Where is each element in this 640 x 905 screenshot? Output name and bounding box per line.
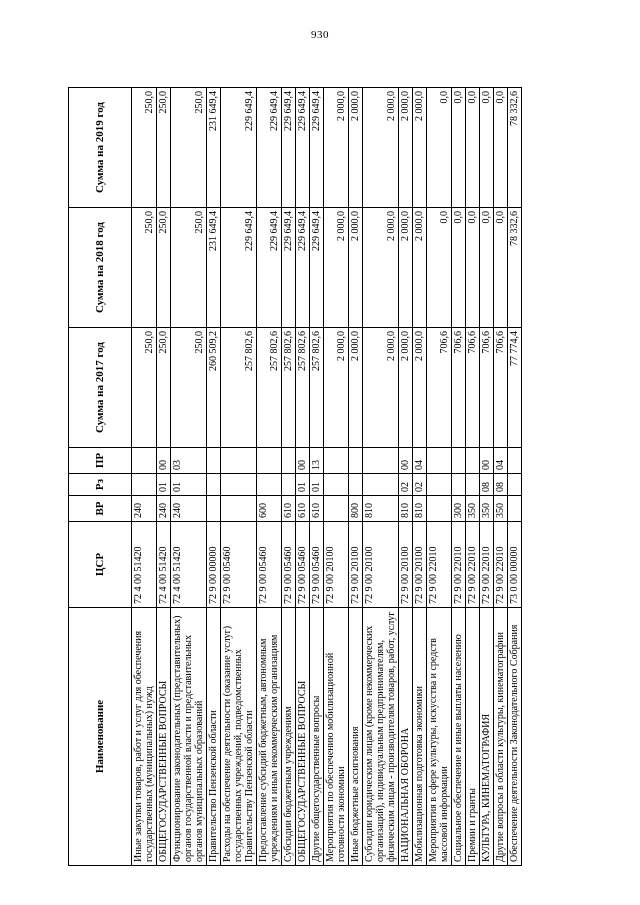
cell-pr	[452, 448, 466, 474]
cell-sum-2017: 706,6	[480, 328, 494, 448]
cell-sum-2017: 706,6	[452, 328, 466, 448]
cell-name: Другие вопросы в области культуры, кинематографии	[494, 608, 508, 866]
header-2018: Сумма на 2018 год	[69, 208, 132, 328]
table-row	[427, 88, 452, 866]
cell-vr: 240	[132, 496, 157, 522]
cell-sum-2017: 2 000,0	[324, 328, 349, 448]
cell-csr: 73 0 00 00000	[508, 522, 522, 608]
cell-rz	[221, 474, 257, 496]
table-body	[132, 88, 522, 866]
cell-rz	[363, 474, 399, 496]
header-pr: ПР	[69, 448, 132, 474]
cell-sum-2017: 2 000,0	[399, 328, 413, 448]
header-2019: Сумма на 2019 год	[69, 88, 132, 208]
header-rz: Рз	[69, 474, 132, 496]
cell-pr: 00	[296, 448, 310, 474]
cell-pr	[427, 448, 452, 474]
cell-vr	[324, 496, 349, 522]
cell-csr: 72 4 00 51420	[171, 522, 207, 608]
cell-name: Расходы на обеспечение деятельности (оказание услуг) государственных учреждений, подведомственных Правительству Пензенской области	[221, 608, 257, 866]
cell-name: Правительство Пензенской области	[207, 608, 221, 866]
header-vr: ВР	[69, 496, 132, 522]
cell-sum-2019: 2 000,0	[363, 88, 399, 208]
cell-sum-2019: 250,0	[157, 88, 171, 208]
cell-sum-2017: 250,0	[157, 328, 171, 448]
cell-vr: 800	[349, 496, 363, 522]
cell-sum-2018: 229 649,4	[257, 208, 282, 328]
cell-rz	[349, 474, 363, 496]
cell-sum-2018: 231 649,4	[207, 208, 221, 328]
cell-sum-2019: 78 332,6	[508, 88, 522, 208]
cell-vr: 350	[494, 496, 508, 522]
cell-csr: 72 4 00 51420	[132, 522, 157, 608]
table-row	[466, 88, 480, 866]
header-2017: Сумма на 2017 год	[69, 328, 132, 448]
cell-csr: 72 9 00 22010	[466, 522, 480, 608]
cell-rz: 02	[413, 474, 427, 496]
cell-name: Иные бюджетные ассигнования	[349, 608, 363, 866]
table-row	[452, 88, 466, 866]
cell-name: Другие общегосударственные вопросы	[310, 608, 324, 866]
cell-sum-2017: 77 774,4	[508, 328, 522, 448]
cell-pr: 00	[480, 448, 494, 474]
cell-vr	[508, 496, 522, 522]
cell-pr: 00	[157, 448, 171, 474]
cell-vr: 600	[257, 496, 282, 522]
cell-csr: 72 9 00 20100	[324, 522, 349, 608]
cell-sum-2017: 257 802,6	[221, 328, 257, 448]
cell-rz: 02	[399, 474, 413, 496]
cell-name: Социальное обеспечение и иные выплаты населению	[452, 608, 466, 866]
cell-sum-2018: 2 000,0	[363, 208, 399, 328]
cell-name: Функционирование законодательных (представительных) органов государственной власти и представительных органов муниципальных образований	[171, 608, 207, 866]
cell-csr: 72 9 00 00000	[207, 522, 221, 608]
cell-name: Мобилизационная подготовка экономики	[413, 608, 427, 866]
cell-sum-2018: 2 000,0	[413, 208, 427, 328]
cell-csr: 72 9 00 20100	[413, 522, 427, 608]
table-row	[324, 88, 349, 866]
cell-vr: 350	[466, 496, 480, 522]
cell-pr: 00	[399, 448, 413, 474]
cell-sum-2019: 229 649,4	[296, 88, 310, 208]
cell-vr: 610	[296, 496, 310, 522]
cell-pr: 04	[494, 448, 508, 474]
cell-vr: 810	[363, 496, 399, 522]
cell-sum-2019: 2 000,0	[349, 88, 363, 208]
cell-csr: 72 9 00 22010	[480, 522, 494, 608]
cell-rz	[508, 474, 522, 496]
cell-sum-2017: 257 802,6	[296, 328, 310, 448]
cell-csr: 72 9 00 05460	[221, 522, 257, 608]
cell-name: КУЛЬТУРА, КИНЕМАТОГРАФИЯ	[480, 608, 494, 866]
cell-sum-2019: 0,0	[427, 88, 452, 208]
header-name: Наименование	[69, 608, 132, 866]
cell-sum-2019: 231 649,4	[207, 88, 221, 208]
table-row	[282, 88, 296, 866]
cell-rz: 01	[157, 474, 171, 496]
cell-vr: 610	[310, 496, 324, 522]
cell-sum-2017: 706,6	[427, 328, 452, 448]
cell-sum-2019: 229 649,4	[257, 88, 282, 208]
cell-sum-2017: 250,0	[171, 328, 207, 448]
cell-sum-2018: 229 649,4	[221, 208, 257, 328]
table-row	[257, 88, 282, 866]
cell-sum-2018: 0,0	[466, 208, 480, 328]
table-row	[132, 88, 157, 866]
table-row	[494, 88, 508, 866]
cell-pr	[324, 448, 349, 474]
cell-vr	[427, 496, 452, 522]
cell-sum-2019: 2 000,0	[413, 88, 427, 208]
table-row	[171, 88, 207, 866]
cell-pr	[466, 448, 480, 474]
cell-csr: 72 9 00 05460	[296, 522, 310, 608]
table-row	[349, 88, 363, 866]
cell-sum-2018: 229 649,4	[296, 208, 310, 328]
cell-sum-2018: 2 000,0	[349, 208, 363, 328]
cell-sum-2017: 2 000,0	[413, 328, 427, 448]
cell-name: Субсидии бюджетным учреждениям	[282, 608, 296, 866]
cell-sum-2017: 2 000,0	[349, 328, 363, 448]
cell-sum-2019: 229 649,4	[282, 88, 296, 208]
table-row	[508, 88, 522, 866]
cell-csr: 72 9 00 05460	[282, 522, 296, 608]
cell-sum-2019: 2 000,0	[324, 88, 349, 208]
cell-name: Обеспечение деятельности Законодательного Собрания	[508, 608, 522, 866]
cell-sum-2018: 229 649,4	[310, 208, 324, 328]
cell-sum-2018: 2 000,0	[399, 208, 413, 328]
table-row	[480, 88, 494, 866]
table-header-row	[69, 88, 132, 866]
cell-csr: 72 9 00 22010	[427, 522, 452, 608]
cell-csr: 72 9 00 20100	[363, 522, 399, 608]
cell-sum-2018: 0,0	[452, 208, 466, 328]
cell-pr	[508, 448, 522, 474]
cell-sum-2017: 257 802,6	[282, 328, 296, 448]
cell-vr	[221, 496, 257, 522]
cell-rz	[132, 474, 157, 496]
cell-pr	[282, 448, 296, 474]
cell-vr: 810	[399, 496, 413, 522]
cell-csr: 72 9 00 22010	[452, 522, 466, 608]
cell-rz: 01	[310, 474, 324, 496]
cell-pr: 03	[171, 448, 207, 474]
cell-name: Мероприятия по обеспечению мобилизационной готовности экономики	[324, 608, 349, 866]
cell-sum-2019: 0,0	[494, 88, 508, 208]
cell-name: ОБЩЕГОСУДАРСТВЕННЫЕ ВОПРОСЫ	[296, 608, 310, 866]
cell-pr	[221, 448, 257, 474]
cell-sum-2017: 260 509,2	[207, 328, 221, 448]
cell-pr	[132, 448, 157, 474]
cell-rz	[427, 474, 452, 496]
cell-rz	[466, 474, 480, 496]
cell-sum-2017: 706,6	[466, 328, 480, 448]
cell-name: Премии и гранты	[466, 608, 480, 866]
cell-name: Предоставление субсидий бюджетным, автономным учреждениям и иным некоммерческим организациям	[257, 608, 282, 866]
cell-rz: 01	[171, 474, 207, 496]
cell-rz	[452, 474, 466, 496]
cell-vr: 240	[157, 496, 171, 522]
cell-vr: 240	[171, 496, 207, 522]
cell-sum-2019: 250,0	[132, 88, 157, 208]
cell-rz: 01	[296, 474, 310, 496]
budget-table	[68, 87, 522, 866]
cell-rz: 08	[480, 474, 494, 496]
header-csr: ЦСР	[69, 522, 132, 608]
cell-name: Иные закупки товаров, работ и услуг для обеспечения государственных (муниципальных) нужд	[132, 608, 157, 866]
cell-sum-2019: 229 649,4	[310, 88, 324, 208]
cell-sum-2019: 2 000,0	[399, 88, 413, 208]
cell-name: ОБЩЕГОСУДАРСТВЕННЫЕ ВОПРОСЫ	[157, 608, 171, 866]
table-row	[399, 88, 413, 866]
cell-rz: 08	[494, 474, 508, 496]
cell-rz	[282, 474, 296, 496]
cell-vr: 300	[452, 496, 466, 522]
cell-rz	[207, 474, 221, 496]
cell-sum-2017: 706,6	[494, 328, 508, 448]
cell-vr: 810	[413, 496, 427, 522]
cell-sum-2017: 250,0	[132, 328, 157, 448]
cell-sum-2018: 0,0	[480, 208, 494, 328]
page-number: 930	[311, 29, 329, 41]
cell-csr: 72 9 00 22010	[494, 522, 508, 608]
cell-rz	[324, 474, 349, 496]
cell-vr: 350	[480, 496, 494, 522]
cell-csr: 72 9 00 05460	[310, 522, 324, 608]
cell-pr	[207, 448, 221, 474]
cell-sum-2018: 250,0	[132, 208, 157, 328]
cell-sum-2018: 0,0	[494, 208, 508, 328]
cell-sum-2017: 2 000,0	[363, 328, 399, 448]
cell-vr	[207, 496, 221, 522]
table-row	[363, 88, 399, 866]
cell-pr	[349, 448, 363, 474]
cell-name: Мероприятия в сфере культуры, искусства и средств массовой информации	[427, 608, 452, 866]
cell-sum-2017: 257 802,6	[257, 328, 282, 448]
cell-sum-2018: 250,0	[157, 208, 171, 328]
cell-sum-2019: 0,0	[466, 88, 480, 208]
table-row	[413, 88, 427, 866]
cell-sum-2019: 229 649,4	[221, 88, 257, 208]
cell-csr: 72 4 00 51420	[157, 522, 171, 608]
cell-sum-2018: 229 649,4	[282, 208, 296, 328]
cell-sum-2018: 0,0	[427, 208, 452, 328]
table-row	[157, 88, 171, 866]
cell-sum-2018: 78 332,6	[508, 208, 522, 328]
table-row	[296, 88, 310, 866]
table-row	[310, 88, 324, 866]
cell-name: Субсидии юридическим лицам (кроме некоммерческих организаций), индивидуальным предпринимателям, физическим лицам - производителям товаров, работ, услуг	[363, 608, 399, 866]
cell-pr	[363, 448, 399, 474]
cell-sum-2019: 250,0	[171, 88, 207, 208]
cell-csr: 72 9 00 20100	[349, 522, 363, 608]
cell-sum-2017: 257 802,6	[310, 328, 324, 448]
table-row	[221, 88, 257, 866]
cell-name: НАЦИОНАЛЬНАЯ ОБОРОНА	[399, 608, 413, 866]
cell-pr: 04	[413, 448, 427, 474]
cell-rz	[257, 474, 282, 496]
cell-sum-2019: 0,0	[480, 88, 494, 208]
table-row	[207, 88, 221, 866]
cell-sum-2018: 250,0	[171, 208, 207, 328]
cell-csr: 72 9 00 20100	[399, 522, 413, 608]
cell-pr: 13	[310, 448, 324, 474]
rotated-table-wrapper	[68, 88, 568, 866]
cell-pr	[257, 448, 282, 474]
cell-sum-2019: 0,0	[452, 88, 466, 208]
cell-vr: 610	[282, 496, 296, 522]
cell-csr: 72 9 00 05460	[257, 522, 282, 608]
cell-sum-2018: 2 000,0	[324, 208, 349, 328]
